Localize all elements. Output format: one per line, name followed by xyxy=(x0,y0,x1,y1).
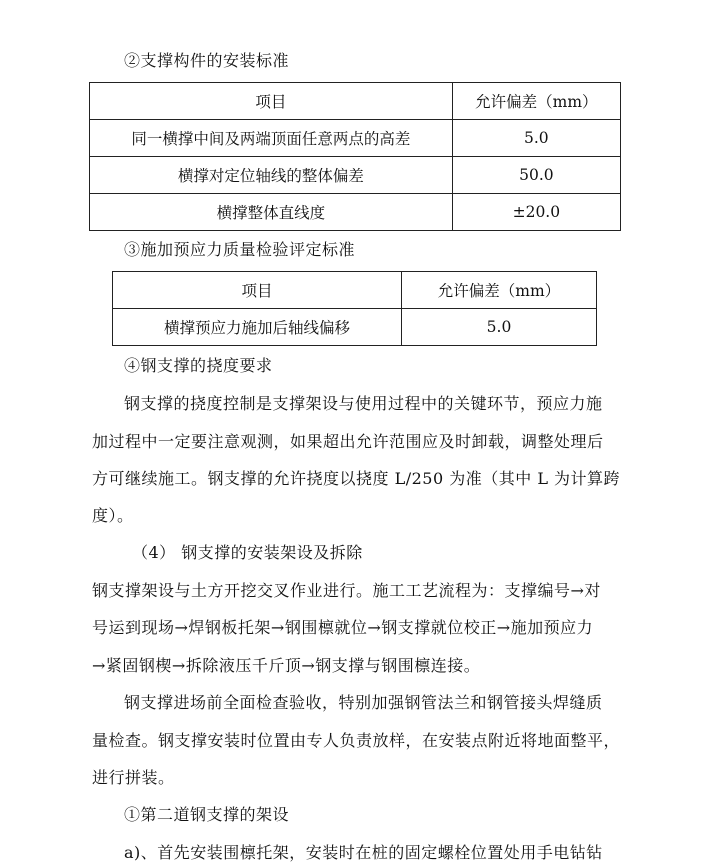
section-prestress-standard: ③施加预应力质量检验评定标准 xyxy=(124,240,356,259)
paragraph-line: 度）。 xyxy=(92,506,134,525)
table-cell-item: 横撑对定位轴线的整体偏差 xyxy=(90,157,453,194)
support-install-table xyxy=(89,82,621,231)
paragraph-line: 号运到现场→焊钢板托架→钢围檩就位→钢支撑就位校正→施加预应力 xyxy=(92,618,594,637)
section-support-install-standard: ②支撑构件的安装标准 xyxy=(124,51,290,70)
paragraph-line: 加过程中一定要注意观测，如果超出允许范围应及时卸载，调整处理后 xyxy=(92,432,604,451)
table-cell-item: 横撑整体直线度 xyxy=(90,194,453,231)
section-deflection: ④钢支撑的挠度要求 xyxy=(124,356,273,375)
table-row xyxy=(90,194,621,231)
table-cell-tolerance: 5.0 xyxy=(401,309,596,346)
table-row xyxy=(113,309,597,346)
table-header-row xyxy=(90,83,621,120)
section-second-support: ①第二道钢支撑的架设 xyxy=(124,805,290,824)
table-cell-tolerance: ±20.0 xyxy=(452,194,620,231)
table-cell-item: 横撑预应力施加后轴线偏移 xyxy=(113,309,402,346)
table-header-row xyxy=(113,272,597,309)
paragraph-line: 钢支撑的挠度控制是支撑架设与使用过程中的关键环节，预应力施 xyxy=(124,394,603,413)
table-row xyxy=(90,120,621,157)
paragraph-line: 钢支撑架设与土方开挖交叉作业进行。施工工艺流程为：支撑编号→对 xyxy=(92,581,601,600)
table-cell-item: 同一横撑中间及两端顶面任意两点的高差 xyxy=(90,120,453,157)
paragraph-line: →紧固钢楔→拆除液压千斤顶→钢支撑与钢围檩连接。 xyxy=(92,656,481,675)
table-cell-tolerance: 50.0 xyxy=(452,157,620,194)
table-header-item: 项目 xyxy=(113,272,402,309)
paragraph-line: 方可继续施工。钢支撑的允许挠度以挠度 L/250 为准（其中 L 为计算跨 xyxy=(92,469,621,488)
table-header-item: 项目 xyxy=(90,83,453,120)
prestress-table xyxy=(112,271,597,346)
table-header-tolerance: 允许偏差（mm） xyxy=(401,272,596,309)
paragraph-line: 钢支撑进场前全面检查验收，特别加强钢管法兰和钢管接头焊缝质 xyxy=(124,693,603,712)
section-4-heading: （4） 钢支撑的安装架设及拆除 xyxy=(132,543,363,562)
item-a-line: a)、首先安装围檩托架，安装时在桩的固定螺栓位置处用手电钻钻 xyxy=(124,843,603,862)
paragraph-line: 量检查。钢支撑安装时位置由专人负责放样，在安装点附近将地面整平， xyxy=(92,731,621,750)
table-row xyxy=(90,157,621,194)
paragraph-line: 进行拼装。 xyxy=(92,768,175,787)
table-header-tolerance: 允许偏差（mm） xyxy=(452,83,620,120)
table-cell-tolerance: 5.0 xyxy=(452,120,620,157)
